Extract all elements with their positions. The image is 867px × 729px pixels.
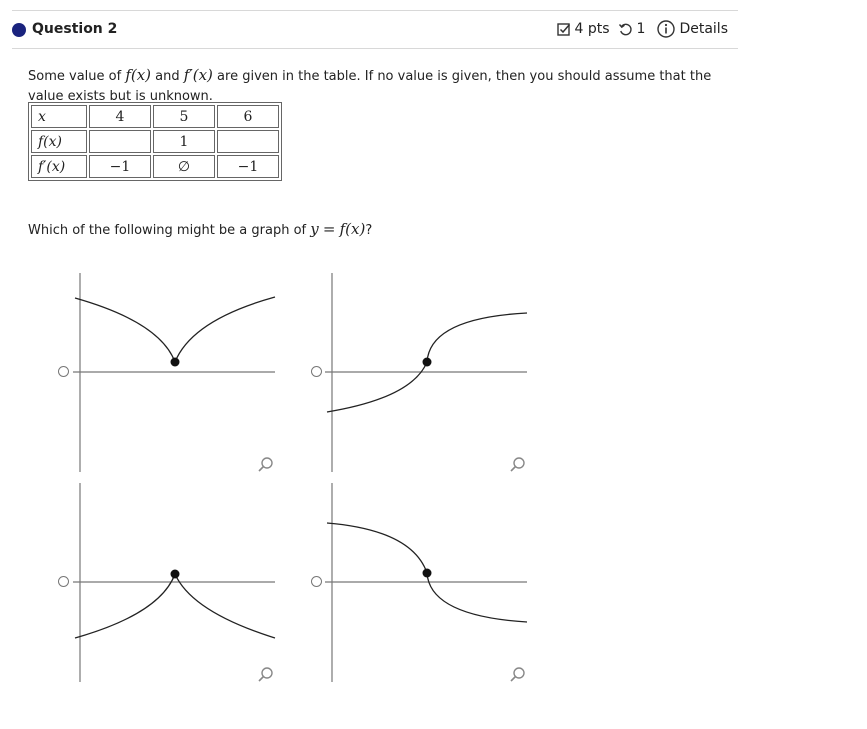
table-header-cell: 5: [153, 105, 215, 128]
retry-icon: [618, 22, 633, 37]
question-title: Question 2: [32, 21, 118, 37]
question-header: [12, 20, 738, 42]
table-cell: −1: [89, 155, 151, 178]
question-prompt: [28, 65, 728, 107]
checkbox-icon: [557, 22, 571, 36]
table-cell: [217, 130, 279, 153]
point: [171, 358, 180, 367]
question-meta: [557, 20, 729, 38]
table-row-label: f(x): [31, 130, 87, 153]
header-divider: [12, 48, 738, 49]
prompt-text-2: are given in the table. If no value is given, then you should assume that the: [217, 69, 712, 84]
table-cell: 1: [153, 130, 215, 153]
math-y: y: [310, 220, 319, 238]
table-cell: [89, 130, 151, 153]
table-header-cell: 6: [217, 105, 279, 128]
table-header-row: [31, 105, 279, 128]
table-cell: ∅: [153, 155, 215, 178]
table-row-label: f′(x): [31, 155, 87, 178]
math-f: f(x): [125, 66, 152, 84]
math-fx: f(x): [339, 220, 366, 238]
info-icon[interactable]: [657, 20, 675, 38]
point: [423, 358, 432, 367]
graph-option-c[interactable]: [60, 480, 280, 685]
prompt-text: Some value of: [28, 69, 122, 84]
point: [171, 570, 180, 579]
attempts-count: 1: [636, 21, 646, 37]
table-cell: −1: [217, 155, 279, 178]
prompt-text-3: value exists but is unknown.: [28, 89, 213, 104]
zoom-icon[interactable]: [257, 666, 274, 683]
question-status-dot: [12, 23, 26, 37]
question-text: Which of the following might be a graph of: [28, 223, 307, 238]
point: [423, 569, 432, 578]
math-fprime: f′(x): [183, 66, 213, 84]
graph-option-a[interactable]: [60, 270, 280, 475]
graph-option-d[interactable]: [312, 480, 532, 685]
graph-option-b[interactable]: [312, 270, 532, 475]
table-header-cell: x: [31, 105, 87, 128]
zoom-icon[interactable]: [509, 666, 526, 683]
table-header-cell: 4: [89, 105, 151, 128]
zoom-icon[interactable]: [509, 456, 526, 473]
top-divider: [12, 10, 738, 11]
zoom-icon[interactable]: [257, 456, 274, 473]
curve: [75, 297, 275, 362]
table-row: [31, 155, 279, 178]
curve: [75, 574, 275, 638]
details-link[interactable]: Details: [679, 21, 728, 37]
graph-question: [28, 219, 372, 241]
values-table: [28, 102, 282, 181]
prompt-and: and: [155, 69, 180, 84]
math-eq: =: [322, 220, 336, 238]
question-mark: ?: [365, 223, 373, 238]
points-label: 4 pts: [574, 21, 610, 37]
table-row: [31, 130, 279, 153]
